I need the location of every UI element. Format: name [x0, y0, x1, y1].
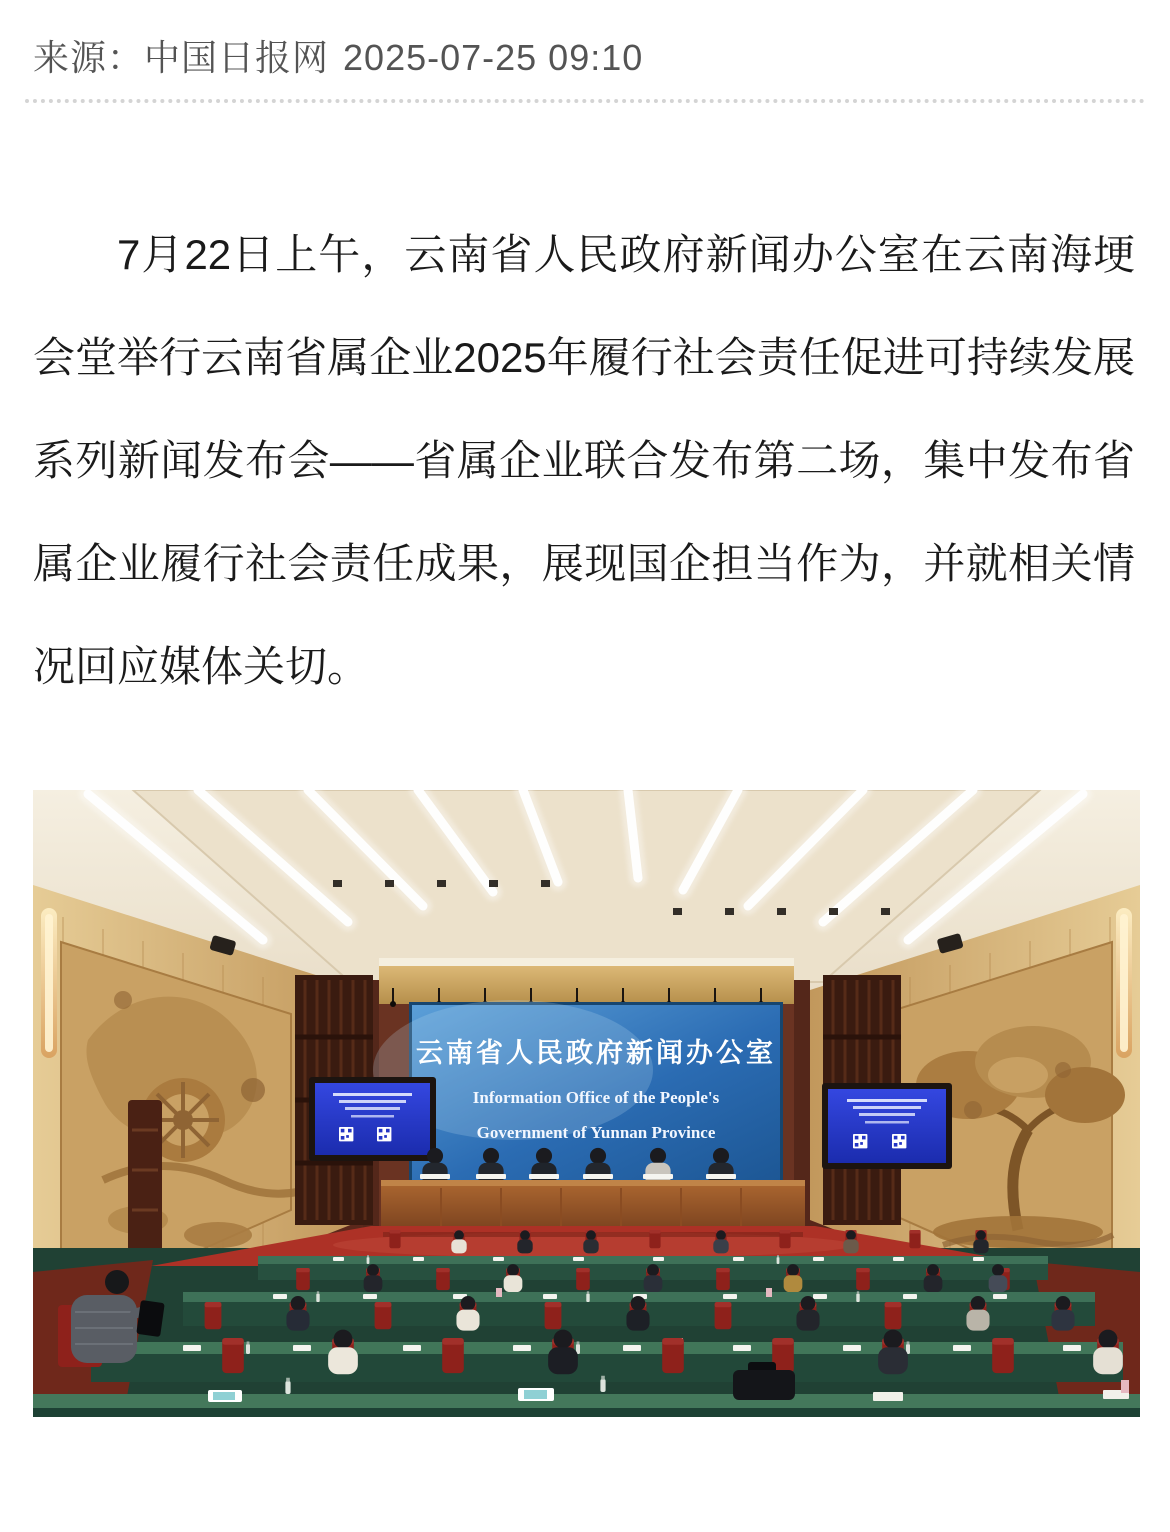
article-source-line	[33, 36, 1137, 79]
publish-datetime: 2025-07-25 09:10	[343, 37, 644, 78]
source-label: 来源：	[33, 37, 145, 78]
side-screen-right	[822, 1083, 952, 1169]
article-photo	[33, 790, 1140, 1417]
left-wall-totem	[128, 1100, 162, 1260]
article-paragraph: 7月22日上午，云南省人民政府新闻办公室在云南海埂会堂举行云南省属企业2025年履行社会责任促进可持续发展系列新闻发布会——省属企业联合发布第二场，集中发布省属企业履行社会责任成果，展现国企担当作为，并就相关情况回应媒体关切。	[33, 231, 1135, 691]
side-screen-left	[309, 1077, 436, 1161]
header-divider	[25, 99, 1145, 103]
source-name: 中国日报网	[144, 37, 330, 78]
main-screen-title: 云南省人民政府新闻办公室	[416, 1038, 776, 1069]
main-screen-subtitle-1: Information Office of the People's	[472, 1088, 720, 1108]
press-hall-illustration	[33, 790, 1140, 1417]
stage-dais	[381, 1174, 805, 1234]
main-screen-subtitle-2: Government of Yunnan Province	[476, 1123, 716, 1143]
